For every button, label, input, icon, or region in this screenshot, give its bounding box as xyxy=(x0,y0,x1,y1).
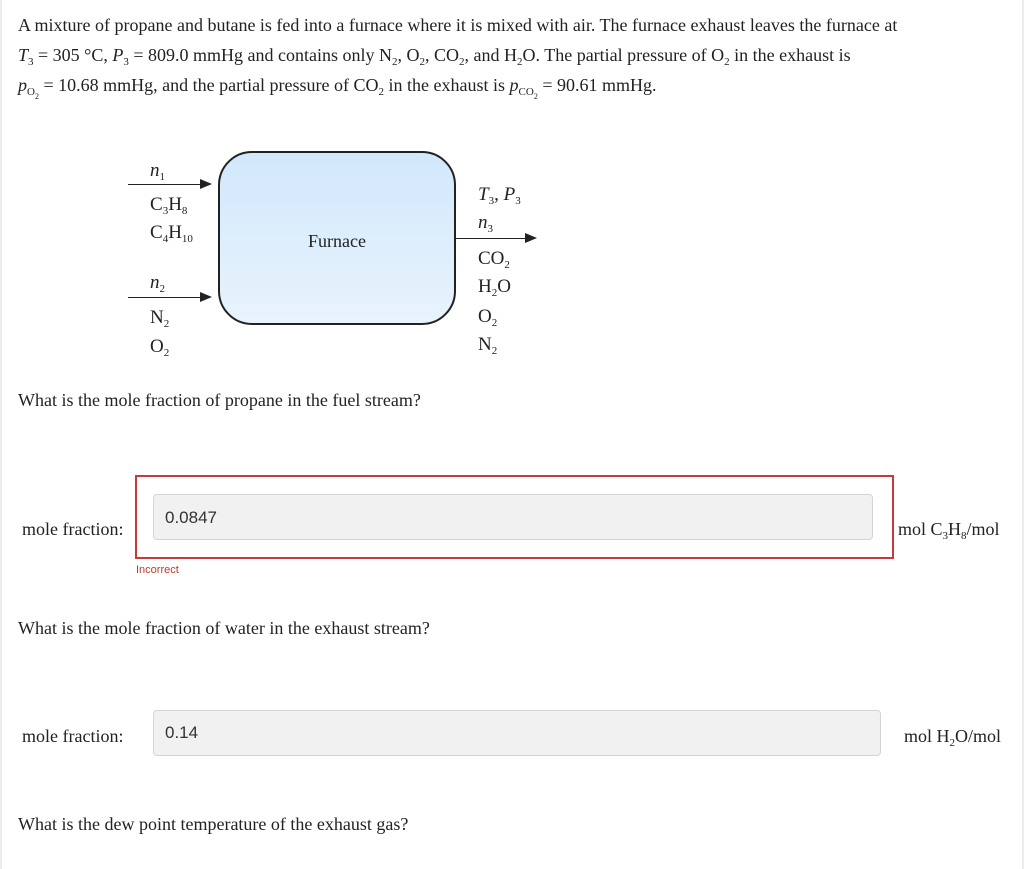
page-left-border xyxy=(0,0,2,869)
q1-answer-value: 0.0847 xyxy=(165,508,217,527)
inlet2-flow-label: $n_2$ xyxy=(150,272,165,295)
inlet1-flow-label: $n_1$ xyxy=(150,160,165,183)
inlet1-butane: $C_4H_{10}$ xyxy=(150,222,193,245)
problem-statement xyxy=(18,10,1008,100)
q2-answer-value: 0.14 xyxy=(165,723,199,742)
q1-field-label: mole fraction: xyxy=(22,519,124,539)
outlet-water: $H_2O$ xyxy=(478,276,511,299)
outlet-arrow xyxy=(455,238,535,239)
outlet-co2: $CO_2$ xyxy=(478,248,510,271)
furnace-label: Furnace xyxy=(308,231,366,251)
inlet2-arrow xyxy=(128,297,210,298)
q2-answer-input[interactable] xyxy=(153,710,881,756)
q2-unit: mol $H_2O$/mol xyxy=(904,726,1002,749)
inlet2-oxygen: $O_2$ xyxy=(150,336,170,359)
question-1: What is the mole fraction of propane in the fuel stream? xyxy=(18,390,421,410)
outlet-oxygen: $O_2$ xyxy=(478,306,498,329)
inlet1-arrow xyxy=(128,184,210,185)
outlet-nitrogen: $N_2$ xyxy=(478,334,498,357)
q1-unit: mol $C_3H_8$/mol xyxy=(898,519,1000,542)
problem-line-2: $T_3 = 305$ °C, $P_3 = 809.0$ mmHg and contains only $N_2$, $O_2$, $CO_2$, and $H_2O$. The partial pressure of $O_2$ in the exhaust is xyxy=(18,45,851,68)
q2-field-label: mole fraction: xyxy=(22,726,124,746)
outlet-conditions: $T_3$, $P_3$ xyxy=(478,184,521,207)
inlet2-nitrogen: $N_2$ xyxy=(150,307,170,330)
inlet1-propane: $C_3H_8$ xyxy=(150,194,188,217)
problem-line-3: $p_{O_2} = 10.68$ mmHg, and the partial pressure of $CO_2$ in the exhaust is $p_{CO_2} = 90.61$ mmHg. xyxy=(18,75,657,101)
furnace-unit xyxy=(218,151,456,325)
problem-line-1: A mixture of propane and butane is fed into a furnace where it is mixed with air. The furnace exhaust leaves the furnace at xyxy=(18,15,898,35)
outlet-flow-label: $n_3$ xyxy=(478,212,493,235)
question-3: What is the dew point temperature of the exhaust gas? xyxy=(18,814,409,834)
incorrect-status: Incorrect xyxy=(136,564,179,576)
question-2: What is the mole fraction of water in the exhaust stream? xyxy=(18,618,430,638)
q1-answer-input[interactable] xyxy=(153,494,873,540)
